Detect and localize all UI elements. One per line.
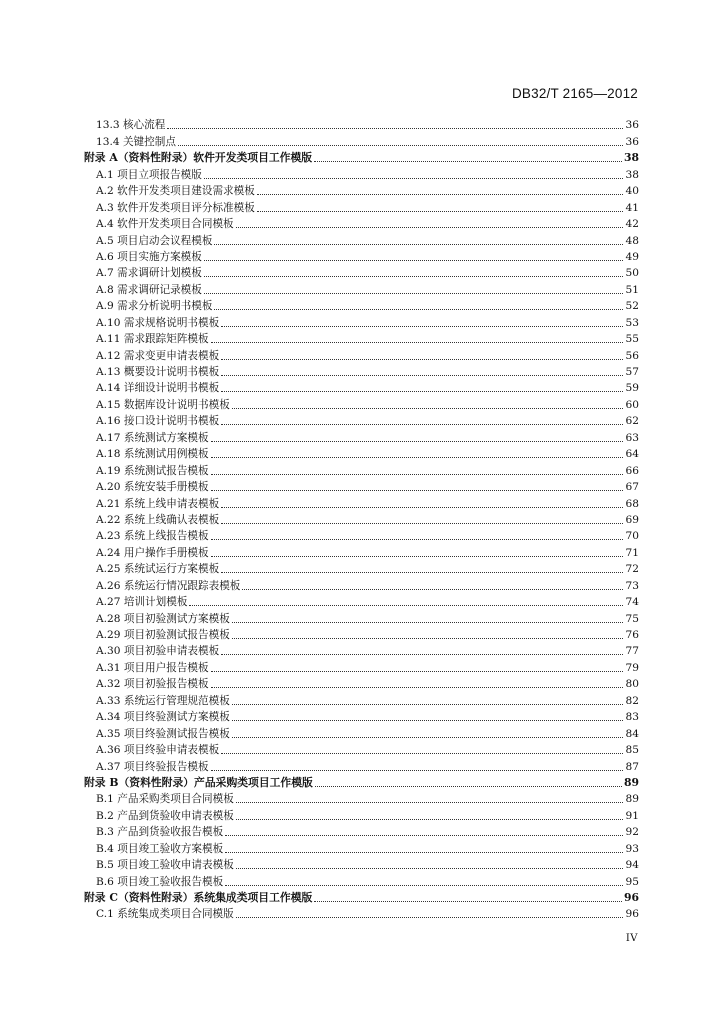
toc-entry-title: A.10 需求规格说明书模板 bbox=[96, 316, 220, 329]
toc-entry-page: 38 bbox=[625, 168, 639, 181]
toc-entry-page: 42 bbox=[625, 218, 639, 231]
toc-dot-leader bbox=[211, 473, 623, 475]
toc-entry-title: A.6 项目实施方案模板 bbox=[96, 250, 202, 263]
toc-dot-leader bbox=[221, 390, 623, 392]
toc-entry-page: 91 bbox=[625, 809, 639, 822]
toc-entry-page: 79 bbox=[625, 661, 639, 674]
toc-entry-page: 92 bbox=[625, 826, 639, 839]
toc-entry-title: A.31 项目用户报告模板 bbox=[96, 661, 209, 674]
toc-dot-leader bbox=[225, 834, 623, 836]
toc-entry-page: 74 bbox=[625, 596, 639, 609]
toc-dot-leader bbox=[211, 538, 623, 540]
toc-entry-page: 67 bbox=[625, 481, 639, 494]
toc-dot-leader bbox=[221, 423, 623, 425]
toc-entry-title: A.2 软件开发类项目建设需求模板 bbox=[96, 185, 255, 198]
toc-entry[interactable] bbox=[84, 297, 639, 313]
toc-entry-page: 48 bbox=[625, 234, 639, 247]
toc-entry-page: 59 bbox=[625, 382, 639, 395]
toc-entry-title: 附录 C（资料性附录）系统集成类项目工作模版 bbox=[84, 891, 313, 904]
toc-entry[interactable] bbox=[84, 379, 639, 395]
toc-dot-leader bbox=[211, 686, 623, 688]
toc-entry-title: B.3 产品到货验收报告模板 bbox=[96, 826, 224, 839]
toc-entry-page: 80 bbox=[625, 678, 639, 691]
toc-entry-page: 82 bbox=[625, 694, 639, 707]
toc-dot-leader bbox=[232, 736, 623, 738]
toc-dot-leader bbox=[232, 703, 623, 705]
toc-entry-title: A.33 系统运行管理规范模板 bbox=[96, 694, 230, 707]
toc-entry-title: A.4 软件开发类项目合同模板 bbox=[96, 218, 234, 231]
toc-entry-page: 55 bbox=[625, 333, 639, 346]
toc-entry-page: 87 bbox=[625, 760, 639, 773]
toc-dot-leader bbox=[232, 407, 623, 409]
toc-dot-leader bbox=[221, 358, 623, 360]
toc-entry-page: 85 bbox=[625, 744, 639, 757]
toc-entry[interactable] bbox=[84, 642, 639, 658]
toc-entry-page: 63 bbox=[625, 431, 639, 444]
toc-entry-title: A.11 需求跟踪矩阵模板 bbox=[96, 333, 209, 346]
toc-entry[interactable] bbox=[84, 675, 639, 691]
toc-dot-leader bbox=[214, 308, 623, 310]
page-number: IV bbox=[625, 933, 638, 944]
toc-entry-title: 13.4 关键控制点 bbox=[96, 135, 176, 148]
toc-entry-title: B.4 项目竣工验收方案模板 bbox=[96, 842, 224, 855]
toc-entry[interactable] bbox=[84, 280, 639, 296]
toc-entry-title: A.37 项目终验报告模板 bbox=[96, 760, 209, 773]
toc-entry-title: A.7 需求调研计划模板 bbox=[96, 267, 202, 280]
toc-appendix-entry[interactable] bbox=[84, 889, 639, 905]
toc-entry-page: 41 bbox=[625, 201, 639, 214]
toc-entry[interactable] bbox=[84, 806, 639, 822]
toc-dot-leader bbox=[211, 456, 623, 458]
toc-entry-title: A.22 系统上线确认表模板 bbox=[96, 513, 220, 526]
toc-entry-page: 49 bbox=[625, 250, 639, 263]
toc-entry[interactable] bbox=[84, 330, 639, 346]
toc-entry-page: 70 bbox=[625, 530, 639, 543]
toc-entry[interactable] bbox=[84, 839, 639, 855]
toc-entry-page: 96 bbox=[623, 891, 639, 904]
toc-entry-page: 76 bbox=[625, 629, 639, 641]
toc-dot-leader bbox=[236, 867, 623, 869]
toc-entry[interactable] bbox=[84, 790, 639, 806]
toc-entry-title: B.1 产品采购类项目合同模板 bbox=[96, 793, 234, 806]
toc-entry-page: 36 bbox=[625, 119, 639, 132]
toc-dot-leader bbox=[204, 177, 623, 179]
toc-entry[interactable] bbox=[84, 445, 639, 461]
toc-entry[interactable] bbox=[84, 856, 639, 872]
toc-entry-page: 72 bbox=[625, 563, 639, 576]
toc-entry-page: 94 bbox=[625, 859, 639, 872]
toc-dot-leader bbox=[211, 489, 623, 491]
toc-entry[interactable] bbox=[84, 248, 639, 264]
toc-entry[interactable] bbox=[84, 231, 639, 247]
toc-entry-title: C.1 系统集成类项目合同模版 bbox=[96, 908, 234, 921]
toc-dot-leader bbox=[236, 801, 623, 803]
toc-entry[interactable] bbox=[84, 576, 639, 592]
toc-entry-title: A.35 项目终验测试报告模板 bbox=[96, 727, 230, 740]
toc-entry-title: A.23 系统上线报告模板 bbox=[96, 530, 209, 543]
toc-entry[interactable] bbox=[84, 313, 639, 329]
table-of-contents bbox=[84, 116, 639, 921]
toc-entry-page: 62 bbox=[625, 415, 639, 428]
toc-dot-leader bbox=[221, 571, 623, 573]
toc-dot-leader bbox=[242, 588, 623, 590]
toc-entry-page: 53 bbox=[625, 316, 639, 329]
toc-entry[interactable] bbox=[84, 905, 639, 921]
toc-dot-leader bbox=[314, 900, 622, 902]
toc-entry-title: 附录 B（资料性附录）产品采购类项目工作模版 bbox=[84, 775, 313, 789]
toc-dot-leader bbox=[221, 325, 623, 327]
toc-entry-title: A.29 项目初验测试报告模板 bbox=[96, 629, 230, 641]
toc-entry[interactable] bbox=[84, 823, 639, 839]
toc-entry[interactable] bbox=[84, 543, 639, 559]
toc-entry-title: B.6 项目竣工验收报告模板 bbox=[96, 875, 224, 888]
toc-entry[interactable] bbox=[84, 116, 639, 132]
toc-entry-title: A.13 概要设计说明书模板 bbox=[96, 366, 220, 378]
toc-entry-page: 68 bbox=[625, 497, 639, 510]
toc-dot-leader bbox=[257, 193, 623, 195]
toc-entry[interactable] bbox=[84, 182, 639, 198]
toc-entry[interactable] bbox=[84, 132, 639, 148]
toc-entry-title: A.26 系统运行情况跟踪表模板 bbox=[96, 579, 241, 592]
toc-dot-leader bbox=[204, 292, 623, 294]
toc-dot-leader bbox=[178, 144, 623, 146]
toc-dot-leader bbox=[225, 851, 623, 853]
toc-entry-title: A.19 系统测试报告模板 bbox=[96, 464, 209, 477]
toc-entry[interactable] bbox=[84, 757, 639, 773]
toc-dot-leader bbox=[211, 341, 623, 343]
toc-entry-title: A.17 系统测试方案模板 bbox=[96, 431, 209, 444]
toc-dot-leader bbox=[236, 226, 623, 228]
toc-entry[interactable] bbox=[84, 346, 639, 362]
toc-entry-page: 93 bbox=[625, 842, 639, 855]
toc-entry[interactable] bbox=[84, 215, 639, 231]
toc-dot-leader bbox=[211, 440, 623, 442]
toc-entry-page: 60 bbox=[625, 398, 639, 411]
toc-entry[interactable] bbox=[84, 395, 639, 411]
toc-dot-leader bbox=[315, 785, 622, 787]
toc-entry-title: A.15 数据库设计说明书模板 bbox=[96, 398, 230, 411]
toc-dot-leader bbox=[236, 916, 623, 918]
toc-entry-page: 57 bbox=[625, 366, 639, 378]
toc-dot-leader bbox=[204, 275, 623, 277]
toc-entry-page: 89 bbox=[625, 793, 639, 806]
toc-entry-title: B.2 产品到货验收申请表模板 bbox=[96, 809, 234, 822]
toc-entry-page: 75 bbox=[625, 612, 639, 625]
toc-entry-title: A.5 项目启动会议程模板 bbox=[96, 234, 213, 247]
toc-entry[interactable] bbox=[84, 511, 639, 527]
toc-dot-leader bbox=[167, 127, 623, 129]
toc-entry-title: B.5 项目竣工验收申请表模板 bbox=[96, 859, 234, 872]
toc-entry[interactable] bbox=[84, 363, 639, 379]
toc-dot-leader bbox=[225, 884, 623, 886]
toc-dot-leader bbox=[221, 374, 623, 376]
toc-entry-title: A.32 项目初验报告模板 bbox=[96, 678, 209, 691]
toc-entry[interactable] bbox=[84, 264, 639, 280]
toc-entry-title: A.16 接口设计说明书模板 bbox=[96, 415, 220, 428]
toc-entry-title: A.1 项目立项报告模版 bbox=[96, 168, 202, 181]
toc-entry-title: 13.3 核心流程 bbox=[96, 119, 166, 132]
toc-entry-page: 40 bbox=[625, 185, 639, 198]
toc-dot-leader bbox=[189, 604, 623, 606]
toc-dot-leader bbox=[221, 506, 623, 508]
toc-dot-leader bbox=[221, 752, 623, 754]
toc-dot-leader bbox=[211, 769, 623, 771]
toc-entry-title: A.27 培训计划模板 bbox=[96, 596, 188, 609]
toc-entry-page: 51 bbox=[625, 283, 639, 296]
toc-entry[interactable] bbox=[84, 478, 639, 494]
toc-appendix-entry[interactable] bbox=[84, 774, 639, 790]
toc-entry-page: 77 bbox=[625, 645, 639, 658]
toc-entry-page: 38 bbox=[623, 151, 639, 165]
toc-entry-title: A.3 软件开发类项目评分标准模板 bbox=[96, 201, 255, 214]
toc-entry-page: 50 bbox=[625, 267, 639, 280]
toc-entry-page: 83 bbox=[625, 711, 639, 724]
toc-dot-leader bbox=[314, 160, 622, 162]
toc-entry-page: 89 bbox=[623, 775, 639, 789]
toc-dot-leader bbox=[236, 818, 623, 820]
toc-entry[interactable] bbox=[84, 741, 639, 757]
toc-entry-title: A.21 系统上线申请表模板 bbox=[96, 497, 220, 510]
toc-dot-leader bbox=[214, 243, 623, 245]
toc-dot-leader bbox=[232, 637, 623, 639]
toc-entry-title: A.24 用户操作手册模板 bbox=[96, 546, 209, 559]
toc-entry[interactable] bbox=[84, 428, 639, 444]
toc-entry-page: 71 bbox=[625, 546, 639, 559]
toc-entry-title: A.18 系统测试用例模板 bbox=[96, 448, 209, 461]
toc-appendix-entry[interactable] bbox=[84, 149, 639, 165]
toc-entry-page: 84 bbox=[625, 727, 639, 740]
toc-entry[interactable] bbox=[84, 593, 639, 609]
toc-entry-page: 96 bbox=[625, 908, 639, 921]
toc-entry[interactable] bbox=[84, 708, 639, 724]
toc-dot-leader bbox=[204, 259, 623, 261]
toc-entry-page: 64 bbox=[625, 448, 639, 461]
toc-entry-page: 52 bbox=[625, 300, 639, 313]
toc-entry[interactable] bbox=[84, 165, 639, 181]
document-code: DB32/T 2165—2012 bbox=[511, 86, 638, 101]
toc-entry-page: 69 bbox=[625, 513, 639, 526]
toc-entry[interactable] bbox=[84, 658, 639, 674]
toc-entry-page: 36 bbox=[625, 135, 639, 148]
toc-entry[interactable] bbox=[84, 609, 639, 625]
toc-entry[interactable] bbox=[84, 560, 639, 576]
toc-entry-title: A.25 系统试运行方案模板 bbox=[96, 563, 220, 576]
toc-entry[interactable] bbox=[84, 527, 639, 543]
toc-entry-title: 附录 A（资料性附录）软件开发类项目工作模版 bbox=[84, 151, 313, 165]
toc-entry-page: 56 bbox=[625, 349, 639, 362]
toc-entry[interactable] bbox=[84, 626, 639, 642]
toc-entry-page: 73 bbox=[625, 579, 639, 592]
toc-dot-leader bbox=[232, 621, 623, 623]
toc-entry[interactable] bbox=[84, 724, 639, 740]
toc-dot-leader bbox=[221, 522, 623, 524]
toc-entry-title: A.8 需求调研记录模板 bbox=[96, 283, 202, 296]
toc-entry-page: 66 bbox=[625, 464, 639, 477]
toc-entry[interactable] bbox=[84, 494, 639, 510]
toc-entry-page: 95 bbox=[625, 875, 639, 888]
toc-entry[interactable] bbox=[84, 412, 639, 428]
toc-dot-leader bbox=[221, 653, 623, 655]
toc-entry-title: A.30 项目初验申请表模板 bbox=[96, 645, 220, 658]
toc-entry[interactable] bbox=[84, 691, 639, 707]
toc-dot-leader bbox=[211, 555, 623, 557]
toc-entry[interactable] bbox=[84, 461, 639, 477]
toc-entry[interactable] bbox=[84, 872, 639, 888]
toc-entry-title: A.20 系统安装手册模板 bbox=[96, 481, 209, 494]
toc-entry-title: A.34 项目终验测试方案模板 bbox=[96, 711, 230, 724]
toc-dot-leader bbox=[211, 670, 623, 672]
toc-entry-title: A.36 项目终验申请表模板 bbox=[96, 744, 220, 757]
toc-entry[interactable] bbox=[84, 198, 639, 214]
toc-dot-leader bbox=[232, 719, 623, 721]
toc-entry-title: A.28 项目初验测试方案模板 bbox=[96, 612, 230, 625]
toc-entry-title: A.9 需求分析说明书模板 bbox=[96, 300, 213, 313]
toc-dot-leader bbox=[257, 210, 623, 212]
toc-entry-title: A.12 需求变更申请表模板 bbox=[96, 349, 220, 362]
toc-entry-title: A.14 详细设计说明书模板 bbox=[96, 382, 220, 395]
